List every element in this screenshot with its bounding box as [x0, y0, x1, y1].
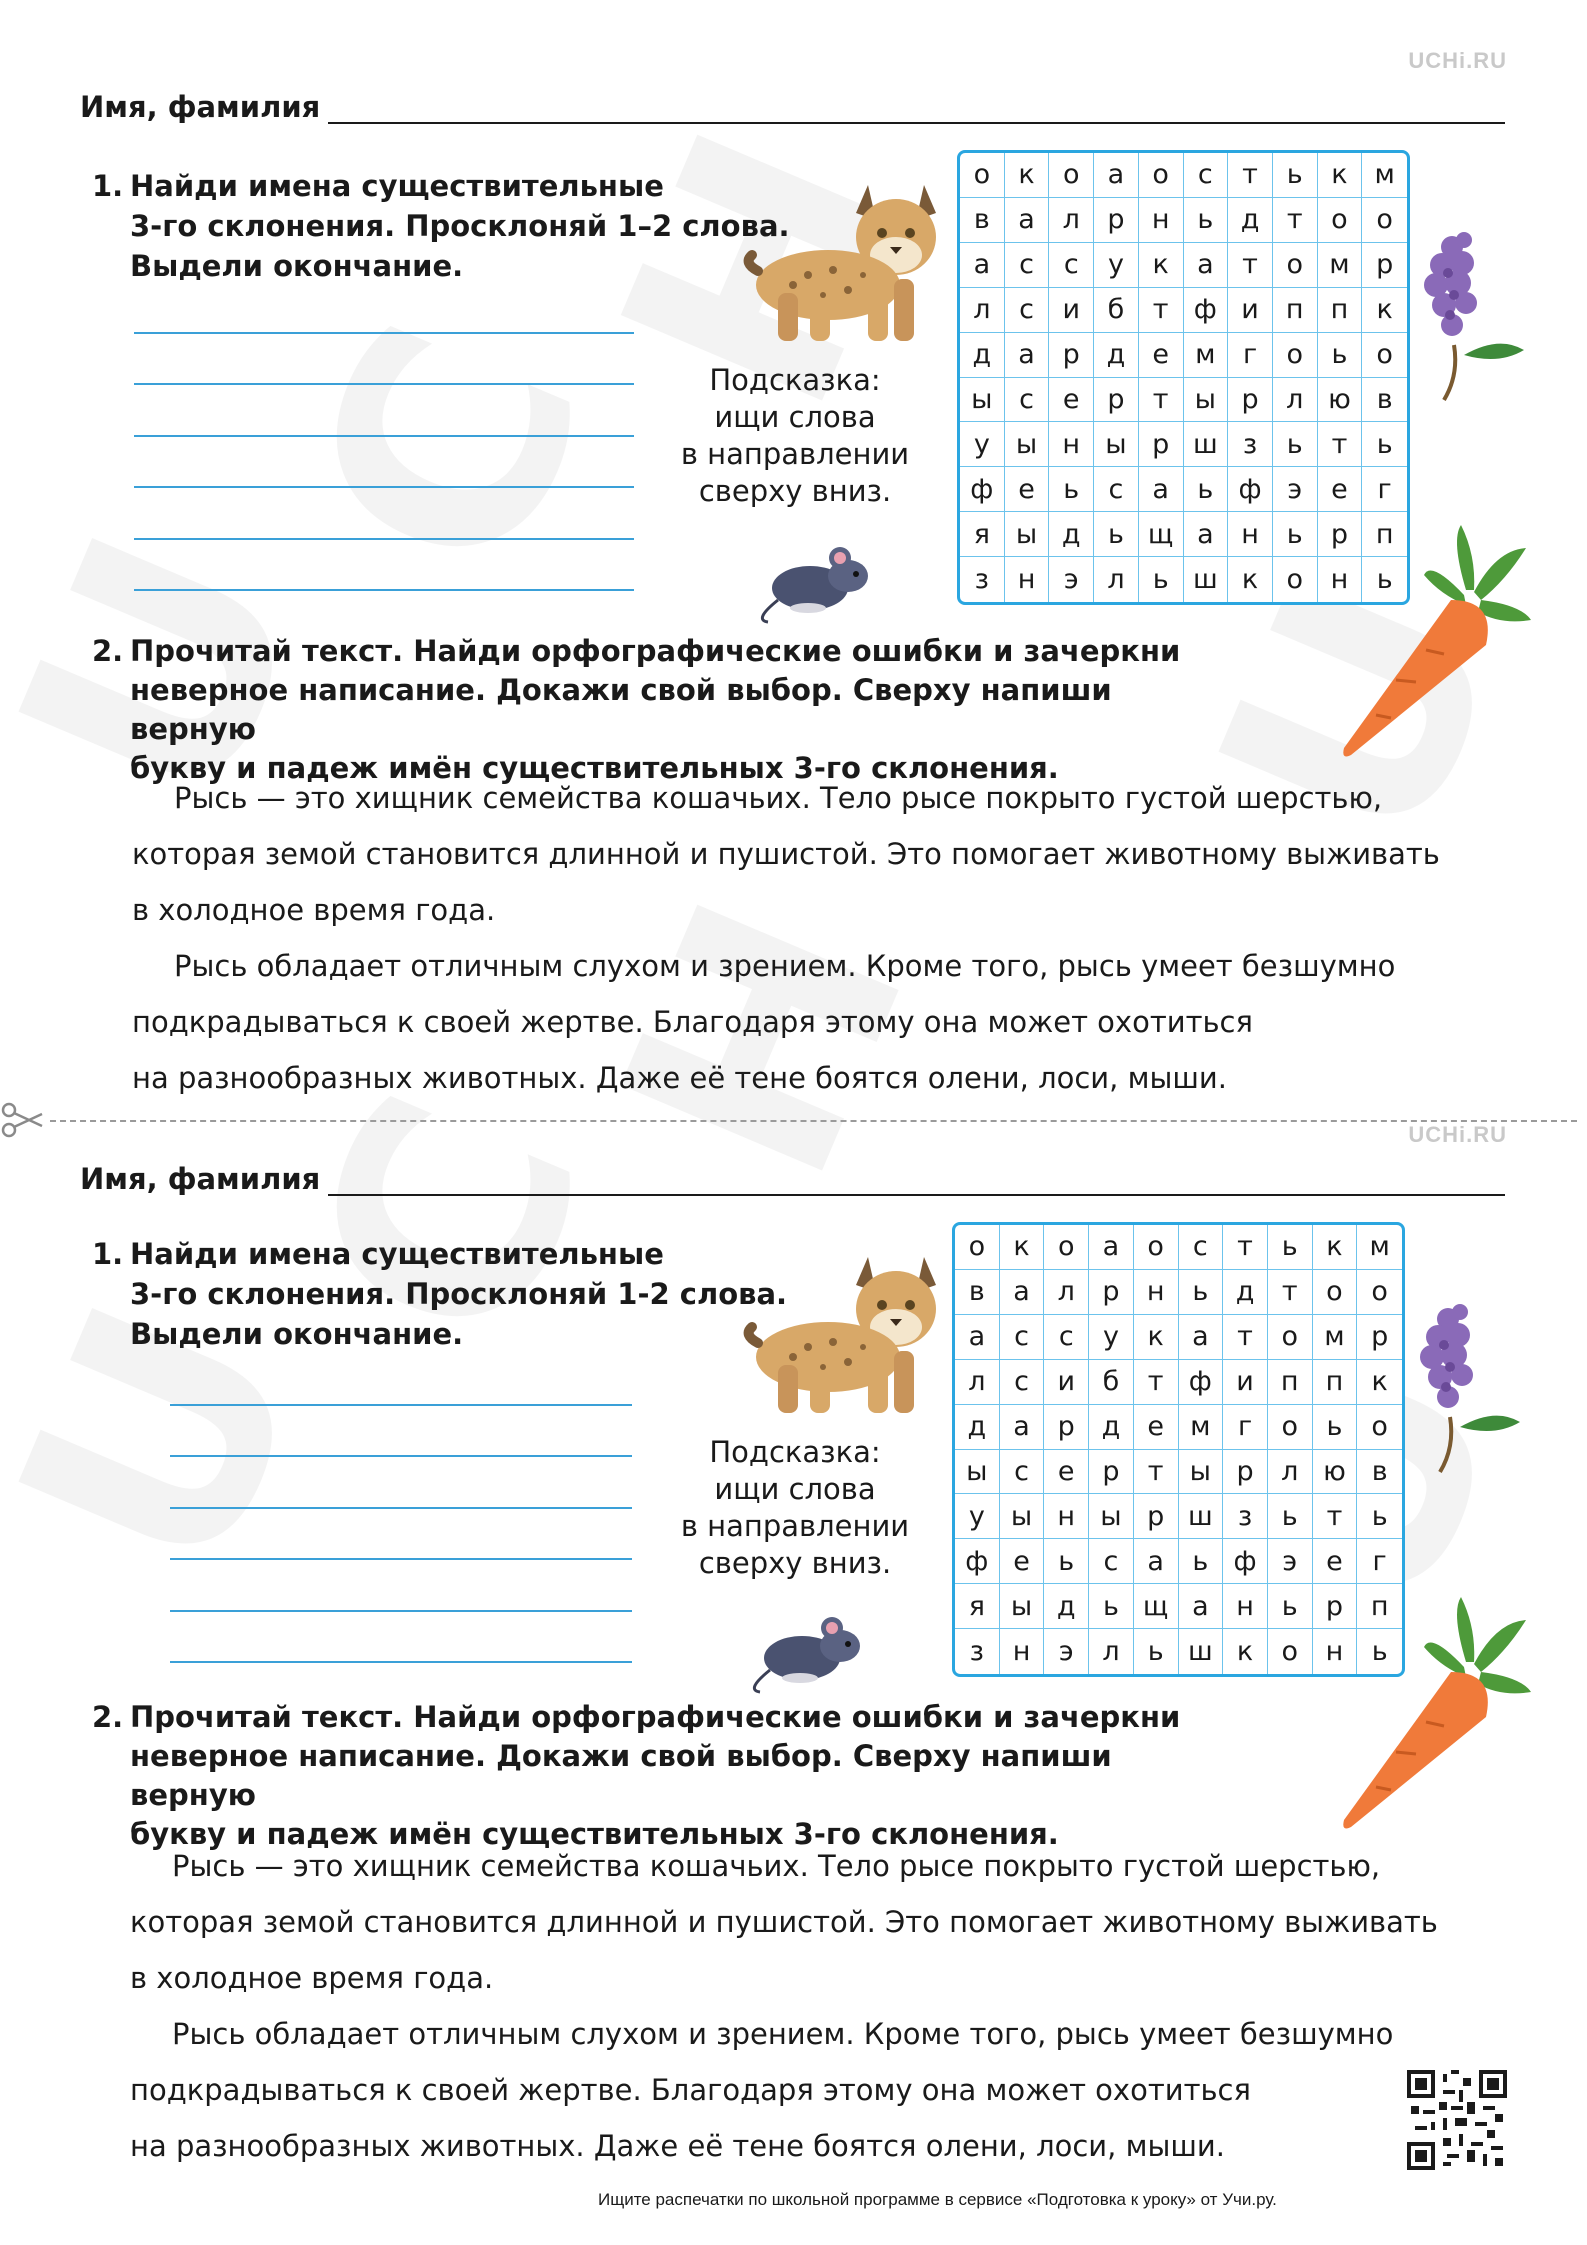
grid-cell[interactable]: к	[1005, 153, 1050, 198]
grid-cell[interactable]: е	[1313, 1539, 1358, 1584]
grid-cell[interactable]: р	[1094, 198, 1139, 243]
grid-cell[interactable]: ы	[1000, 1584, 1045, 1629]
grid-cell[interactable]: ы	[1094, 422, 1139, 467]
grid-cell[interactable]: д	[960, 333, 1005, 378]
grid-cell[interactable]: р	[1362, 243, 1407, 288]
grid-cell[interactable]: о	[1268, 1315, 1313, 1360]
answer-line[interactable]	[134, 488, 634, 540]
grid-cell[interactable]: ь	[1184, 467, 1229, 512]
grid-cell[interactable]: и	[1044, 1360, 1089, 1405]
grid-cell[interactable]: в	[1357, 1450, 1402, 1495]
brand-logo: UCHi.RU	[1408, 1122, 1507, 1147]
grid-cell[interactable]: н	[1318, 557, 1363, 602]
grid-cell[interactable]: с	[1000, 1315, 1045, 1360]
grid-cell[interactable]: з	[1223, 1494, 1268, 1539]
grid-cell[interactable]: т	[1134, 1360, 1179, 1405]
hint	[665, 1434, 925, 1582]
name-field	[80, 88, 1505, 124]
grid-cell[interactable]: р	[1134, 1494, 1179, 1539]
grid-cell[interactable]: ф	[1223, 1539, 1268, 1584]
hint-line: сверху вниз.	[698, 474, 892, 508]
grid-cell[interactable]: к	[1000, 1225, 1045, 1270]
grid-cell[interactable]: г	[1228, 333, 1273, 378]
grid-cell[interactable]: т	[1228, 153, 1273, 198]
grid-cell[interactable]: д	[1089, 1405, 1134, 1450]
grid-cell[interactable]: ь	[1268, 1494, 1313, 1539]
grid-cell[interactable]: э	[1273, 467, 1318, 512]
task1-line-3: Выдели окончание.	[130, 1317, 464, 1351]
hint-line: сверху вниз.	[698, 1546, 892, 1580]
grid-cell[interactable]: ь	[1268, 1584, 1313, 1629]
lynx-illustration	[738, 1247, 943, 1417]
grid-cell[interactable]: к	[1318, 153, 1363, 198]
grid-cell[interactable]: л	[960, 288, 1005, 333]
name-field	[80, 1160, 1505, 1196]
grid-cell[interactable]: ш	[1184, 422, 1229, 467]
grid-cell[interactable]: н	[1228, 512, 1273, 557]
grid-cell[interactable]: а	[1139, 467, 1184, 512]
answer-line[interactable]	[170, 1612, 632, 1664]
grid-cell[interactable]: ы	[960, 378, 1005, 423]
task1-heading	[92, 166, 792, 286]
grid-cell[interactable]: ш	[1184, 557, 1229, 602]
task2-number: 2.	[92, 634, 124, 668]
grid-cell[interactable]: к	[1228, 557, 1273, 602]
grid-cell[interactable]: о	[1318, 198, 1363, 243]
text-line: Рысь — это хищник семейства кошачьих. Тело рысе покрыто густой шерстью,	[174, 781, 1383, 815]
task1-line-2: 3-го склонения. Просклоняй 1-2 слова.	[130, 1277, 788, 1311]
grid-cell[interactable]: т	[1313, 1494, 1358, 1539]
grid-cell[interactable]: з	[960, 557, 1005, 602]
grid-cell[interactable]: ь	[1362, 422, 1407, 467]
grid-cell[interactable]: т	[1268, 1270, 1313, 1315]
grid-cell[interactable]: о	[1139, 153, 1184, 198]
grid-cell[interactable]: ф	[1228, 467, 1273, 512]
grid-cell[interactable]: р	[1228, 378, 1273, 423]
task2-heading	[92, 1698, 1242, 1854]
grid-cell[interactable]: к	[1223, 1629, 1268, 1674]
grid-cell[interactable]: ф	[1179, 1360, 1224, 1405]
text-line: Рысь — это хищник семейства кошачьих. Тело рысе покрыто густой шерстью,	[172, 1849, 1381, 1883]
grid-cell[interactable]: н	[1223, 1584, 1268, 1629]
grid-cell[interactable]: ы	[955, 1450, 1000, 1495]
grid-cell[interactable]: н	[1000, 1629, 1045, 1674]
grid-cell[interactable]: т	[1139, 288, 1184, 333]
task2-line-1: Прочитай текст. Найди орфографические ошибки и зачеркни	[130, 634, 1181, 668]
grid-cell[interactable]: и	[1049, 288, 1094, 333]
name-write-line[interactable]	[328, 92, 1505, 124]
grid-cell[interactable]: р	[1313, 1584, 1358, 1629]
grid-cell[interactable]: д	[1049, 512, 1094, 557]
grid-cell[interactable]: т	[1134, 1450, 1179, 1495]
text-line: подкрадываться к своей жертве. Благодаря этому она может охотиться	[130, 2073, 1251, 2107]
grid-cell[interactable]: с	[1089, 1539, 1134, 1584]
reading-text	[130, 1838, 1470, 2174]
grid-cell[interactable]: ы	[1000, 1494, 1045, 1539]
grid-cell[interactable]: р	[1318, 512, 1363, 557]
grid-cell[interactable]: р	[1094, 378, 1139, 423]
grid-cell[interactable]: д	[955, 1405, 1000, 1450]
grid-cell[interactable]: е	[1000, 1539, 1045, 1584]
grid-cell[interactable]: к	[1357, 1360, 1402, 1405]
grid-cell[interactable]: с	[1000, 1360, 1045, 1405]
hint-line: ищи слова	[714, 1472, 876, 1506]
grid-cell[interactable]: я	[960, 512, 1005, 557]
worksheet-top	[0, 0, 1587, 1095]
carrot-illustration	[1336, 1592, 1536, 1842]
grid-cell[interactable]: л	[1044, 1270, 1089, 1315]
grid-cell[interactable]: ы	[1005, 422, 1050, 467]
grid-cell[interactable]: о	[960, 153, 1005, 198]
grid-cell[interactable]: ы	[1005, 512, 1050, 557]
task1-line-1: Найди имена существительные	[130, 169, 664, 203]
grid-cell[interactable]: п	[1268, 1360, 1313, 1405]
grid-cell[interactable]: ф	[1184, 288, 1229, 333]
task1-heading	[92, 1234, 792, 1354]
lilac-illustration	[1410, 1297, 1535, 1477]
grid-cell[interactable]: п	[1357, 1584, 1402, 1629]
grid-cell[interactable]: с	[1094, 467, 1139, 512]
grid-cell[interactable]: а	[1089, 1225, 1134, 1270]
grid-cell[interactable]: о	[1362, 198, 1407, 243]
grid-cell[interactable]: с	[1005, 243, 1050, 288]
grid-cell[interactable]: щ	[1139, 512, 1184, 557]
grid-cell[interactable]: о	[1044, 1225, 1089, 1270]
grid-cell[interactable]: л	[1273, 378, 1318, 423]
task2-line-3: букву и падеж имён существительных 3-го склонения.	[130, 751, 1059, 785]
grid-cell[interactable]: э	[1049, 557, 1094, 602]
grid-cell[interactable]: н	[1049, 422, 1094, 467]
grid-cell[interactable]: у	[1089, 1315, 1134, 1360]
hint	[665, 362, 925, 510]
grid-cell[interactable]: а	[1094, 153, 1139, 198]
grid-cell[interactable]: ь	[1044, 1539, 1089, 1584]
lynx-illustration	[738, 175, 943, 345]
mouse-illustration	[740, 1600, 870, 1695]
text-line: на разнообразных животных. Даже её тене боятся олени, лоси, мыши.	[132, 1061, 1227, 1095]
grid-cell[interactable]: м	[1313, 1315, 1358, 1360]
name-label: Имя, фамилия	[80, 90, 321, 124]
grid-cell[interactable]: г	[1223, 1405, 1268, 1450]
hint-line: ищи слова	[714, 400, 876, 434]
task2-line-3: букву и падеж имён существительных 3-го склонения.	[130, 1817, 1059, 1851]
task1-number: 1.	[92, 1237, 124, 1271]
grid-cell[interactable]: л	[1094, 557, 1139, 602]
grid-cell[interactable]: а	[1179, 1584, 1224, 1629]
task2-line-2: неверное написание. Докажи свой выбор. Сверху напиши верную	[130, 673, 1112, 746]
task2-number: 2.	[92, 1700, 124, 1734]
grid-cell[interactable]: т	[1318, 422, 1363, 467]
grid-cell[interactable]: э	[1268, 1539, 1313, 1584]
text-line: на разнообразных животных. Даже её тене боятся олени, лоси, мыши.	[130, 2129, 1225, 2163]
task1-line-3: Выдели окончание.	[130, 249, 464, 283]
grid-cell[interactable]: о	[1357, 1270, 1402, 1315]
grid-cell[interactable]: ь	[1094, 512, 1139, 557]
grid-cell[interactable]: б	[1094, 288, 1139, 333]
grid-cell[interactable]: а	[1184, 243, 1229, 288]
grid-cell[interactable]: с	[1005, 378, 1050, 423]
grid-cell[interactable]: с	[1184, 153, 1229, 198]
answer-line[interactable]	[134, 437, 634, 489]
footer-note: Ищите распечатки по школьной программе в сервисе «Подготовка к уроку» от Учи.ру.	[598, 2190, 1277, 2209]
grid-cell[interactable]: л	[1268, 1450, 1313, 1495]
answer-line[interactable]	[134, 334, 634, 386]
grid-cell[interactable]: е	[1139, 333, 1184, 378]
grid-cell[interactable]: ю	[1318, 378, 1363, 423]
task2-heading	[92, 632, 1242, 788]
answer-line[interactable]	[170, 1406, 632, 1458]
grid-cell[interactable]: в	[1362, 378, 1407, 423]
grid-cell[interactable]: ь	[1179, 1539, 1224, 1584]
grid-cell[interactable]: с	[1049, 243, 1094, 288]
grid-cell[interactable]: л	[1089, 1629, 1134, 1674]
grid-cell[interactable]: б	[1089, 1360, 1134, 1405]
answer-line[interactable]	[134, 282, 634, 334]
grid-cell[interactable]: г	[1357, 1539, 1402, 1584]
grid-cell[interactable]: э	[1044, 1629, 1089, 1674]
grid-cell[interactable]: о	[1362, 333, 1407, 378]
grid-cell[interactable]: к	[1362, 288, 1407, 333]
grid-cell[interactable]: я	[955, 1584, 1000, 1629]
grid-cell[interactable]: о	[1049, 153, 1094, 198]
grid-cell[interactable]: с	[1000, 1450, 1045, 1495]
grid-cell[interactable]: т	[1273, 198, 1318, 243]
grid-cell[interactable]: ь	[1273, 422, 1318, 467]
mouse-illustration	[748, 530, 878, 625]
grid-cell[interactable]: и	[1228, 288, 1273, 333]
name-label: Имя, фамилия	[80, 1162, 321, 1196]
grid-cell[interactable]: н	[1044, 1494, 1089, 1539]
grid-cell[interactable]: ь	[1273, 153, 1318, 198]
grid-cell[interactable]: з	[955, 1629, 1000, 1674]
grid-cell[interactable]: ь	[1273, 512, 1318, 557]
answer-lines	[134, 282, 634, 591]
grid-cell[interactable]: р	[1044, 1405, 1089, 1450]
grid-cell[interactable]: ь	[1376, 564, 1393, 596]
text-line: которая земой становится длинной и пушистой. Это помогает животному выживать	[130, 1905, 1438, 1939]
grid-cell[interactable]: е	[1044, 1450, 1089, 1495]
grid-cell[interactable]: з	[1228, 422, 1273, 467]
grid-cell[interactable]: м	[1184, 333, 1229, 378]
grid-cell[interactable]: т	[1223, 1225, 1268, 1270]
grid-cell[interactable]: ш	[1179, 1629, 1224, 1674]
task1-line-2: 3-го склонения. Просклоняй 1–2 слова.	[130, 209, 790, 243]
grid-cell[interactable]: л	[955, 1360, 1000, 1405]
grid-cell[interactable]: п	[1313, 1360, 1358, 1405]
grid-cell[interactable]: ь	[1313, 1405, 1358, 1450]
qr-code[interactable]	[1407, 2070, 1507, 2170]
grid-cell[interactable]: ы	[1089, 1494, 1134, 1539]
grid-cell[interactable]: ю	[1313, 1450, 1358, 1495]
grid-cell[interactable]: о	[1268, 1405, 1313, 1450]
grid-cell[interactable]: о	[1313, 1270, 1358, 1315]
grid-cell[interactable]: д	[1044, 1584, 1089, 1629]
grid-cell[interactable]: к	[1134, 1315, 1179, 1360]
grid-cell[interactable]: н	[1139, 198, 1184, 243]
grid-cell[interactable]: о	[1357, 1405, 1402, 1450]
grid-cell[interactable]: о	[1268, 1629, 1313, 1674]
grid-cell[interactable]: н	[1313, 1629, 1358, 1674]
grid-cell[interactable]: ф	[960, 467, 1005, 512]
carrot-illustration	[1336, 520, 1536, 770]
grid-cell[interactable]: к	[1139, 243, 1184, 288]
grid-cell[interactable]: т	[1228, 243, 1273, 288]
brand-logo: UCHi.RU	[1408, 48, 1507, 73]
grid-cell[interactable]: т	[1223, 1315, 1268, 1360]
grid-cell[interactable]: о	[1273, 333, 1318, 378]
grid-cell[interactable]: п	[1318, 288, 1363, 333]
answer-line[interactable]	[134, 385, 634, 437]
grid-cell[interactable]: т	[1139, 378, 1184, 423]
text-line: Рысь обладает отличным слухом и зрением. Кроме того, рысь умеет безшумно	[174, 949, 1396, 983]
grid-cell[interactable]: о	[1134, 1225, 1179, 1270]
grid-cell[interactable]: ь	[1184, 198, 1229, 243]
answer-line[interactable]	[170, 1509, 632, 1561]
grid-cell[interactable]: а	[960, 243, 1005, 288]
grid-cell[interactable]: ы	[1184, 378, 1229, 423]
grid-cell[interactable]: о	[955, 1225, 1000, 1270]
grid-cell[interactable]: ь	[1318, 333, 1363, 378]
grid-cell[interactable]: м	[1179, 1405, 1224, 1450]
grid-cell[interactable]: о	[1273, 243, 1318, 288]
grid-cell[interactable]: ь	[1268, 1225, 1313, 1270]
grid-cell[interactable]: ь	[1179, 1270, 1224, 1315]
reading-text	[132, 770, 1472, 1106]
task1-line-1: Найди имена существительные	[130, 1237, 664, 1271]
grid-cell[interactable]: е	[1049, 378, 1094, 423]
grid-cell[interactable]: а	[1000, 1405, 1045, 1450]
grid-cell[interactable]: р	[1089, 1270, 1134, 1315]
cut-line	[0, 1100, 1587, 1140]
hint-line: Подсказка:	[709, 363, 881, 397]
hint-line: Подсказка:	[709, 1435, 881, 1469]
grid-cell[interactable]: о	[1273, 557, 1318, 602]
grid-cell[interactable]: н	[1005, 557, 1050, 602]
grid-cell[interactable]: у	[960, 422, 1005, 467]
grid-cell[interactable]: р	[1139, 422, 1184, 467]
grid-cell[interactable]: а	[1005, 333, 1050, 378]
grid-cell[interactable]: м	[1362, 153, 1407, 198]
text-line: в холодное время года.	[132, 893, 496, 927]
grid-cell[interactable]: е	[1005, 467, 1050, 512]
grid-cell[interactable]: ь	[1371, 1636, 1388, 1668]
grid-cell[interactable]: е	[1134, 1405, 1179, 1450]
grid-cell[interactable]: р	[1357, 1315, 1402, 1360]
grid-cell[interactable]: у	[1094, 243, 1139, 288]
grid-cell[interactable]: п	[1362, 512, 1407, 557]
grid-cell[interactable]: а	[955, 1315, 1000, 1360]
grid-cell[interactable]: ф	[955, 1539, 1000, 1584]
grid-cell[interactable]: г	[1362, 467, 1407, 512]
grid-cell[interactable]: р	[1223, 1450, 1268, 1495]
grid-cell[interactable]: с	[1179, 1225, 1224, 1270]
grid-cell[interactable]: е	[1318, 467, 1363, 512]
task2-line-2: неверное написание. Докажи свой выбор. Сверху напиши верную	[130, 1739, 1112, 1812]
dashed-line	[50, 1120, 1577, 1122]
hint-line: в направлении	[680, 437, 910, 471]
answer-line[interactable]	[170, 1354, 632, 1406]
grid-cell[interactable]: а	[1179, 1315, 1224, 1360]
grid-cell[interactable]: д	[1094, 333, 1139, 378]
grid-cell[interactable]: п	[1273, 288, 1318, 333]
grid-cell[interactable]: н	[1134, 1270, 1179, 1315]
grid-cell[interactable]: в	[955, 1270, 1000, 1315]
grid-cell[interactable]: р	[1049, 333, 1094, 378]
grid-cell[interactable]: м	[1318, 243, 1363, 288]
grid-cell[interactable]: ь	[1139, 557, 1184, 602]
text-line: которая земой становится длинной и пушистой. Это помогает животному выживать	[132, 837, 1440, 871]
answer-line[interactable]	[170, 1457, 632, 1509]
scissors-icon	[0, 1102, 46, 1138]
answer-line[interactable]	[170, 1560, 632, 1612]
grid-cell[interactable]: ш	[1179, 1494, 1224, 1539]
text-line: подкрадываться к своей жертве. Благодаря этому она может охотиться	[132, 1005, 1253, 1039]
grid-cell[interactable]: ь	[1089, 1584, 1134, 1629]
text-line: в холодное время года.	[130, 1961, 494, 1995]
answer-lines	[170, 1354, 632, 1663]
grid-cell[interactable]: а	[1184, 512, 1229, 557]
grid-cell[interactable]: л	[1049, 198, 1094, 243]
grid-cell[interactable]: с	[1005, 288, 1050, 333]
task2-line-1: Прочитай текст. Найди орфографические ошибки и зачеркни	[130, 1700, 1181, 1734]
task1-number: 1.	[92, 169, 124, 203]
grid-cell[interactable]: а	[1000, 1270, 1045, 1315]
grid-cell[interactable]: у	[955, 1494, 1000, 1539]
name-write-line[interactable]	[328, 1164, 1505, 1196]
text-line: Рысь обладает отличным слухом и зрением. Кроме того, рысь умеет безшумно	[172, 2017, 1394, 2051]
grid-cell[interactable]: к	[1313, 1225, 1358, 1270]
hint-line: в направлении	[680, 1509, 910, 1543]
grid-cell[interactable]: м	[1357, 1225, 1402, 1270]
grid-cell[interactable]: и	[1223, 1360, 1268, 1405]
grid-cell[interactable]: д	[1228, 198, 1273, 243]
grid-cell[interactable]: с	[1044, 1315, 1089, 1360]
grid-cell[interactable]: ь	[1134, 1629, 1179, 1674]
grid-cell[interactable]: д	[1223, 1270, 1268, 1315]
grid-cell[interactable]: р	[1089, 1450, 1134, 1495]
worksheet-bottom	[0, 1072, 1587, 2163]
grid-cell[interactable]: а	[1005, 198, 1050, 243]
grid-cell[interactable]: ь	[1049, 467, 1094, 512]
grid-cell[interactable]: а	[1134, 1539, 1179, 1584]
answer-line[interactable]	[134, 540, 634, 592]
grid-cell[interactable]: ь	[1357, 1494, 1402, 1539]
grid-cell[interactable]: ы	[1179, 1450, 1224, 1495]
lilac-illustration	[1414, 225, 1539, 405]
grid-cell[interactable]: в	[960, 198, 1005, 243]
grid-cell[interactable]: щ	[1134, 1584, 1179, 1629]
